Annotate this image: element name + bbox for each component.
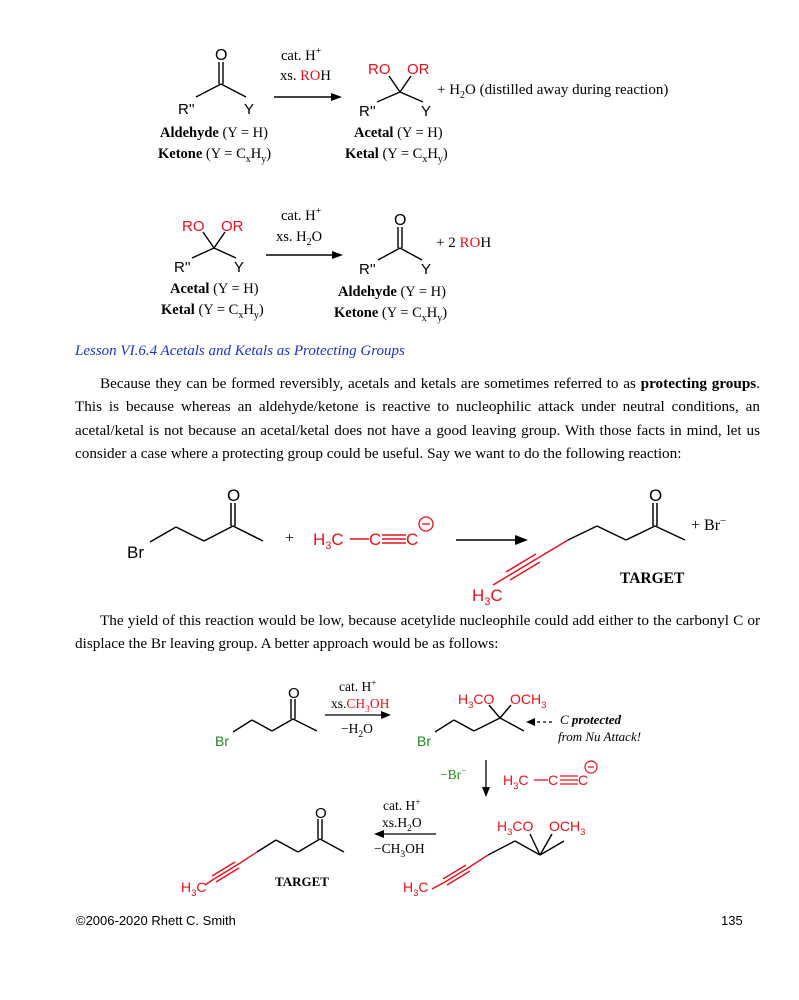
r-group-label: R'' <box>359 103 376 120</box>
footer-copyright: ©2006-2020 Rhett C. Smith <box>76 913 236 928</box>
reaction-arrow <box>456 535 528 545</box>
scheme-acetal-formation <box>0 0 799 175</box>
coupled-alkyne-bonds <box>432 855 488 889</box>
y-group-label: Y <box>234 259 245 276</box>
y-group-label: Y <box>244 101 255 118</box>
carbonyl-oxygen-label: O <box>227 488 241 505</box>
r-group-label: R'' <box>178 101 195 118</box>
byproduct-water: + $H_2O$ (distilled away during reaction) <box>437 82 669 101</box>
plus-sign: + <box>285 530 295 547</box>
r-group-label: R'' <box>359 261 376 278</box>
acetylide-methyl-label: $H_3C$ <box>503 772 529 792</box>
scheme-acetal-hydrolysis <box>0 190 799 330</box>
final-target-structure <box>257 819 344 852</box>
negative-charge-icon <box>419 517 433 531</box>
reaction-arrow <box>274 93 342 101</box>
product-label-aldehyde: Aldehyde (Y = H) <box>338 284 446 300</box>
methoxy-label-right: $OCH_3$ <box>510 691 547 711</box>
acetylide-carbon-label: C <box>548 772 559 788</box>
alkoxy-label-right: OR <box>407 61 430 78</box>
bromine-label: Br <box>215 733 229 749</box>
reactant-label-ketone: Ketone $(Y = C_xH_y)$ <box>158 146 272 165</box>
step2-bromide-loss: −Br− <box>440 767 467 782</box>
reactant-acetal-structure <box>192 232 236 258</box>
bromine-label: Br <box>127 543 144 562</box>
r-group-label: R'' <box>174 259 191 276</box>
carbonyl-oxygen-label: O <box>288 685 300 702</box>
carbonyl-oxygen-label: O <box>315 805 327 822</box>
carbonyl-oxygen-label: O <box>649 488 663 505</box>
y-group-label: Y <box>421 261 432 278</box>
target-label: TARGET <box>620 570 685 587</box>
step3-methanol-removed: $-CH_3OH$ <box>374 841 425 860</box>
product-label-ketal: Ketal $(Y = C_xH_y)$ <box>345 146 448 165</box>
protected-ketal-structure <box>435 705 524 732</box>
paragraph-protecting-groups: Because they can be formed reversibly, acetals and ketals are sometimes referred to as protecting groups. This is because whereas an aldehyde/ketone is reactive to nucleophilic attack under neutral conditions, an acetal/ketal is not because an acetal/ketal does not have a good leaving group. With those facts in mind, let us consider a case where a protecting group could be useful. Say we want to do the following reaction: <box>75 375 761 463</box>
reaction-arrow <box>266 251 343 259</box>
reactant-carbonyl-structure <box>196 62 246 97</box>
alkoxy-label-left: RO <box>368 61 391 78</box>
product-acetal-structure <box>377 76 423 102</box>
reactant-label-ketal: Ketal $(Y = C_xH_y)$ <box>161 302 264 321</box>
step2-arrow <box>482 760 490 797</box>
bromoketone-structure <box>233 699 317 732</box>
product-carbonyl-structure <box>378 227 422 260</box>
target-label: TARGET <box>275 874 329 889</box>
reagent-acid-catalyst: cat. H+ <box>281 46 322 64</box>
carbonyl-oxygen-label: O <box>394 212 407 229</box>
direct-reaction-scheme <box>0 488 799 608</box>
reagent-alcohol: xs. ROH <box>280 68 331 84</box>
step1-methanol: $xs.CH_3OH$ <box>331 696 390 715</box>
acetylide-carbon-label: C <box>578 772 589 788</box>
negative-charge-icon <box>585 761 597 773</box>
bromine-label: Br <box>417 733 431 749</box>
byproduct-alcohol: + 2 ROH <box>436 235 492 251</box>
step1-water-removed: $-H_2O$ <box>341 721 373 740</box>
methoxy-label-left: $H_3CO$ <box>497 818 534 838</box>
acetylide-carbon-label: C <box>406 530 419 549</box>
bromoketone-structure <box>150 503 263 542</box>
alkoxy-label-left: RO <box>182 218 205 235</box>
paragraph-better-approach: The yield of this reaction would be low, because acetylide nucleophile could add either to the carbonyl C or displace the Br leaving group. A better approach would be as follows: <box>75 612 760 653</box>
product-label-acetal: Acetal (Y = H) <box>354 125 443 141</box>
target-structure <box>568 503 685 540</box>
carbonyl-oxygen-label: O <box>215 47 228 64</box>
reagent-acid-catalyst: cat. H+ <box>281 206 322 224</box>
alkoxy-label-right: OR <box>221 218 244 235</box>
protecting-group-synthesis-scheme <box>0 670 799 905</box>
final-alkyne-bonds <box>205 852 257 885</box>
reagent-water: xs. $H_2O$ <box>276 229 323 248</box>
acetylide-methyl-label: $H_3C$ <box>313 530 344 552</box>
coupled-ketal-structure <box>488 834 564 855</box>
step1-acid-catalyst: cat. H+ <box>339 679 377 694</box>
methyl-label: $H_3C$ <box>403 879 429 899</box>
methoxy-label-right: $OCH_3$ <box>549 818 586 838</box>
methyl-label: $H_3C$ <box>181 879 207 899</box>
step3-arrow <box>374 830 436 838</box>
dashed-pointer-arrow <box>526 718 552 726</box>
y-group-label: Y <box>421 103 432 120</box>
target-alkyne-bonds <box>493 540 568 585</box>
acetylide-carbon-label: C <box>369 530 382 549</box>
section-heading: Lesson VI.6.4 Acetals and Ketals as Protecting Groups <box>75 343 405 359</box>
reactant-label-acetal: Acetal (Y = H) <box>170 281 259 297</box>
step3-acid-catalyst: cat. H+ <box>383 798 421 813</box>
methoxy-label-left: $H_3CO$ <box>458 691 495 711</box>
product-label-ketone: Ketone $(Y = C_xH_y)$ <box>334 305 448 324</box>
page-number: 135 <box>721 913 743 928</box>
bromide-byproduct: + Br− <box>691 515 727 534</box>
reactant-label-aldehyde: Aldehyde (Y = H) <box>160 125 268 141</box>
target-methyl-label: $H_3C$ <box>472 586 503 608</box>
protected-note: C protected <box>560 712 622 727</box>
step3-water: $xs.H_2O$ <box>382 815 422 834</box>
step1-arrow <box>325 711 391 719</box>
protected-note-line2: from Nu Attack! <box>558 729 642 744</box>
